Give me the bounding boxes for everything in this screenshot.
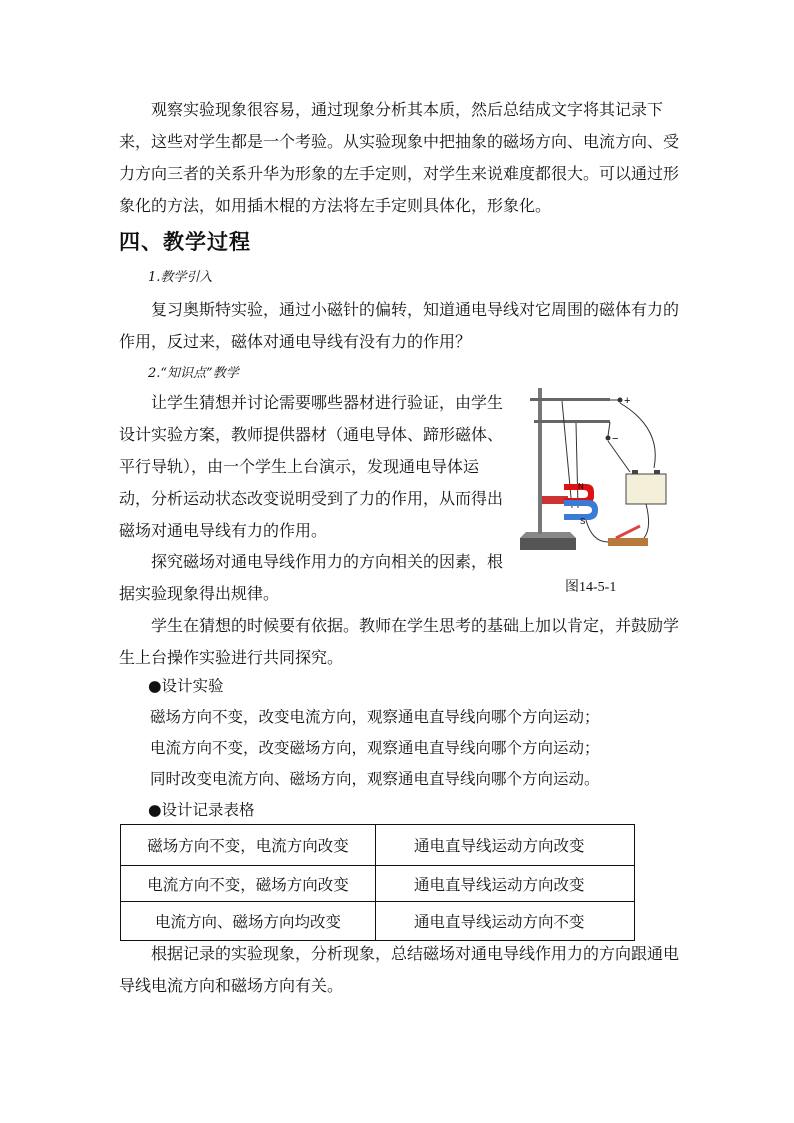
- battery: [626, 474, 666, 504]
- record-table: [120, 824, 635, 941]
- table-cell: 电流方向不变，磁场方向改变: [121, 866, 376, 902]
- table-heading: ●设计记录表格: [148, 801, 255, 819]
- table-cell: 通电直导线运动方向不变: [376, 902, 635, 941]
- switch-handle: [616, 526, 640, 538]
- wire-right: [576, 423, 578, 508]
- intro-paragraph: 观察实验现象很容易，通过现象分析其本质，然后总结成文字将其记录下来，这些对学生都是一个考验。从实验现象中把抽象的磁场方向、电流方向、受力方向三者的关系升华为形象的左手定则，对学生来说难度都很大。可以通过形象化的方法，如用插木棍的方法将左手定则具体化，形象化。: [119, 100, 680, 215]
- battery-post-right: [654, 470, 660, 474]
- table-row: [121, 866, 635, 902]
- wire-switch-to-stand: [586, 520, 608, 542]
- rail-bottom: [534, 420, 610, 423]
- table-cell: 通电直导线运动方向改变: [376, 866, 635, 902]
- experiment-apparatus-figure: [512, 388, 672, 568]
- table-row: [121, 825, 635, 866]
- stand-base-top: [520, 532, 576, 538]
- paragraph-guess: 让学生猜想并讨论需要哪些器材进行验证，由学生设计实验方案，教师提供器材（通电导体、蹄形磁体、平行导轨），由一个学生上台演示，发现通电导体运动，分析运动状态改变说明受到了力的作用，从而得出磁场对通电导线有力的作用。: [119, 393, 504, 540]
- table-cell: 磁场方向不变，电流方向改变: [121, 825, 376, 866]
- paragraph-explore: 探究磁场对通电导线作用力的方向相关的因素，根据实验现象得出规律。: [119, 552, 504, 603]
- table-cell: 通电直导线运动方向改变: [376, 825, 635, 866]
- table-row: [121, 902, 635, 941]
- stand-rod: [538, 388, 542, 534]
- wire-left: [562, 401, 572, 508]
- paragraph-review: 复习奥斯特实验，通过小磁针的偏转，知道通电导线对它周围的磁体有力的作用，反过来，磁体对通电导线有没有力的作用？: [119, 300, 680, 351]
- section-heading: 四、教学过程: [119, 229, 251, 254]
- battery-post-left: [632, 470, 638, 474]
- switch-base: [608, 538, 648, 546]
- design-line-1: 磁场方向不变，改变电流方向，观察通电直导线向哪个方向运动；: [150, 708, 600, 726]
- figure-caption: 图14-5-1: [565, 580, 617, 595]
- stand-base: [520, 538, 576, 550]
- wire-to-battery-plus: [620, 403, 655, 468]
- subheading-teaching-intro: 1.教学引入: [148, 270, 213, 285]
- pole-n-label: N: [578, 482, 584, 491]
- wire-to-switch: [644, 504, 649, 538]
- lead-minus: [608, 422, 610, 436]
- minus-sign: −: [612, 433, 619, 445]
- plus-sign: +: [624, 395, 631, 407]
- terminal-positive: [618, 398, 623, 403]
- design-line-3: 同时改变电流方向、磁场方向，观察通电直导线向哪个方向运动。: [150, 770, 600, 788]
- rail-top: [530, 398, 610, 401]
- wire-to-battery-minus: [608, 441, 630, 472]
- design-line-2: 电流方向不变，改变磁场方向，观察通电直导线向哪个方向运动；: [150, 739, 600, 757]
- paragraph-basis: 学生在猜想的时候要有依据。教师在学生思考的基础上加以肯定，并鼓励学生上台操作实验进行共同探究。: [119, 616, 680, 667]
- pole-s-label: S: [580, 517, 586, 526]
- conclusion-paragraph: 根据记录的实验现象，分析现象，总结磁场对通电导线作用力的方向跟通电导线电流方向和磁场方向有关。: [119, 944, 680, 995]
- design-heading: ●设计实验: [148, 677, 224, 695]
- terminal-negative: [606, 436, 611, 441]
- subheading-knowledge-teaching: 2.“知识点”教学: [148, 366, 239, 381]
- table-cell: 电流方向、磁场方向均改变: [121, 902, 376, 941]
